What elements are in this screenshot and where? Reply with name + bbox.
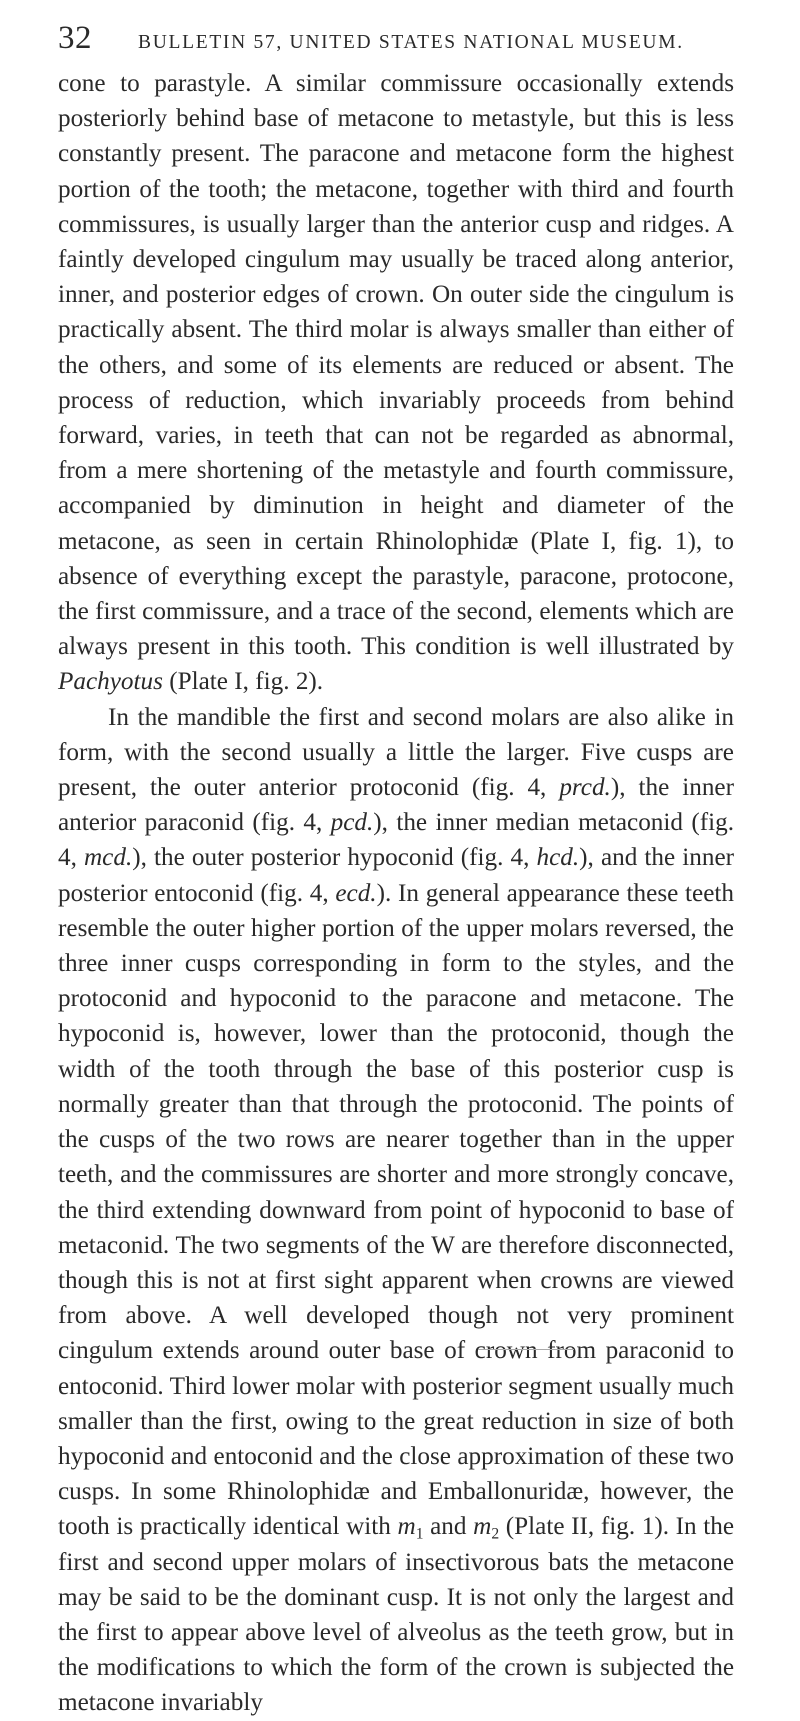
figure-abbreviation: mcd. <box>83 844 133 872</box>
text-span: and <box>430 1513 467 1541</box>
text-span: cone to parastyle. A similar commissure occasionally extends posteriorly behind base of metacone to metastyle, but this is less constantly present. The paracone and metacone form the highest portion of the tooth; the metacone, together with third and fourth commissures, is usually larger than the anterior cusp and ridges. A faintly developed cingulum may usually be traced along anterior, inner, and posterior edges of crown. On outer side the cingulum is practically absent. The third molar is always smaller than either of the others, and some of its elements are reduced or absent. The process of reduction, which invariably proceeds from behind forward, varies, in teeth that can not be regarded as abnormal, from a mere shortening of the metastyle and fourth commissure, accompanied by diminution in height and diameter of the metacone, as seen in certain Rhinolophidæ (Plate I, fig. 1), to absence of everything except the parastyle, paracone, protocone, the first commissure, and a trace of the second, elements which are always present in this tooth. This condition is well illustrated by <box>58 70 734 661</box>
running-head: BULLETIN 57, UNITED STATES NATIONAL MUSEUM. <box>138 32 684 53</box>
figure-abbreviation: pcd. <box>330 809 374 837</box>
text-span: In the mandible the first and second molars are also alike in form, with the second usually a little the larger. Five cusps are present, the outer anterior protoconid (fig. 4, <box>58 703 734 802</box>
text-span: (Plate II, fig. 1). In the first and second upper molars of insectivorous bats the metacone may be said to be the dominant cusp. It is not only the largest and the first to appear above level of alveolus as the teeth grow, but in the modifications to which the form of the crown is subjected the metacone invariably <box>58 1513 735 1717</box>
subscript: 2 <box>491 1526 500 1543</box>
text-span: ), the outer posterior hypoconid (fig. 4, <box>132 844 530 872</box>
figure-abbreviation: prcd. <box>559 774 611 802</box>
text-span: (Plate I, fig. 2). <box>169 668 324 696</box>
text-span: ). In general appearance these teeth resemble the outer higher portion of the upper molars reversed, the three inner cusps corresponding in form to the styles, and the protoconid and hypoconid to the paracone and metacone. The hypoconid is, however, lower than the protoconid, though the width of the tooth through the base of this posterior cusp is normally greater than that through the protoconid. The points of the cusps of the two rows are nearer together than in the upper teeth, and the commissures are shorter and more strongly concave, the third extending downward from point of hypoconid to base of metaconid. The two segments of the W are therefore disconnected, though this is not at first sight apparent when crowns are viewed from above. A well developed though not very prominent cingulum extends around outer base of crown from paraconid to entoconid. Third lower molar with posterior segment usually much smaller than the first, owing to the great reduction in size of both hypoconid and entoconid and the close approximation of these two cusps. In some Rhinolophidæ and Emballonuridæ, however, the tooth is practically identical with <box>58 879 734 1541</box>
page-number: 32 <box>58 20 92 56</box>
text-span: ), and the inner posterior entoconid (fig. 4, <box>58 844 735 907</box>
tooth-symbol: m <box>397 1513 416 1541</box>
page-header <box>58 20 734 57</box>
paragraph <box>58 66 734 700</box>
footer-rule <box>478 1349 574 1350</box>
subscript: 1 <box>415 1526 424 1543</box>
paragraph <box>58 700 734 1721</box>
text-span: ), the inner anterior paraconid (fig. 4, <box>58 774 734 837</box>
genus-name: Pachyotus <box>58 668 163 696</box>
text-span: ), the inner median metaconid (fig. 4, <box>58 809 734 872</box>
tooth-symbol: m <box>473 1513 492 1541</box>
figure-abbreviation: hcd. <box>536 844 580 872</box>
body-text <box>58 66 734 1721</box>
figure-abbreviation: ecd. <box>335 879 377 907</box>
